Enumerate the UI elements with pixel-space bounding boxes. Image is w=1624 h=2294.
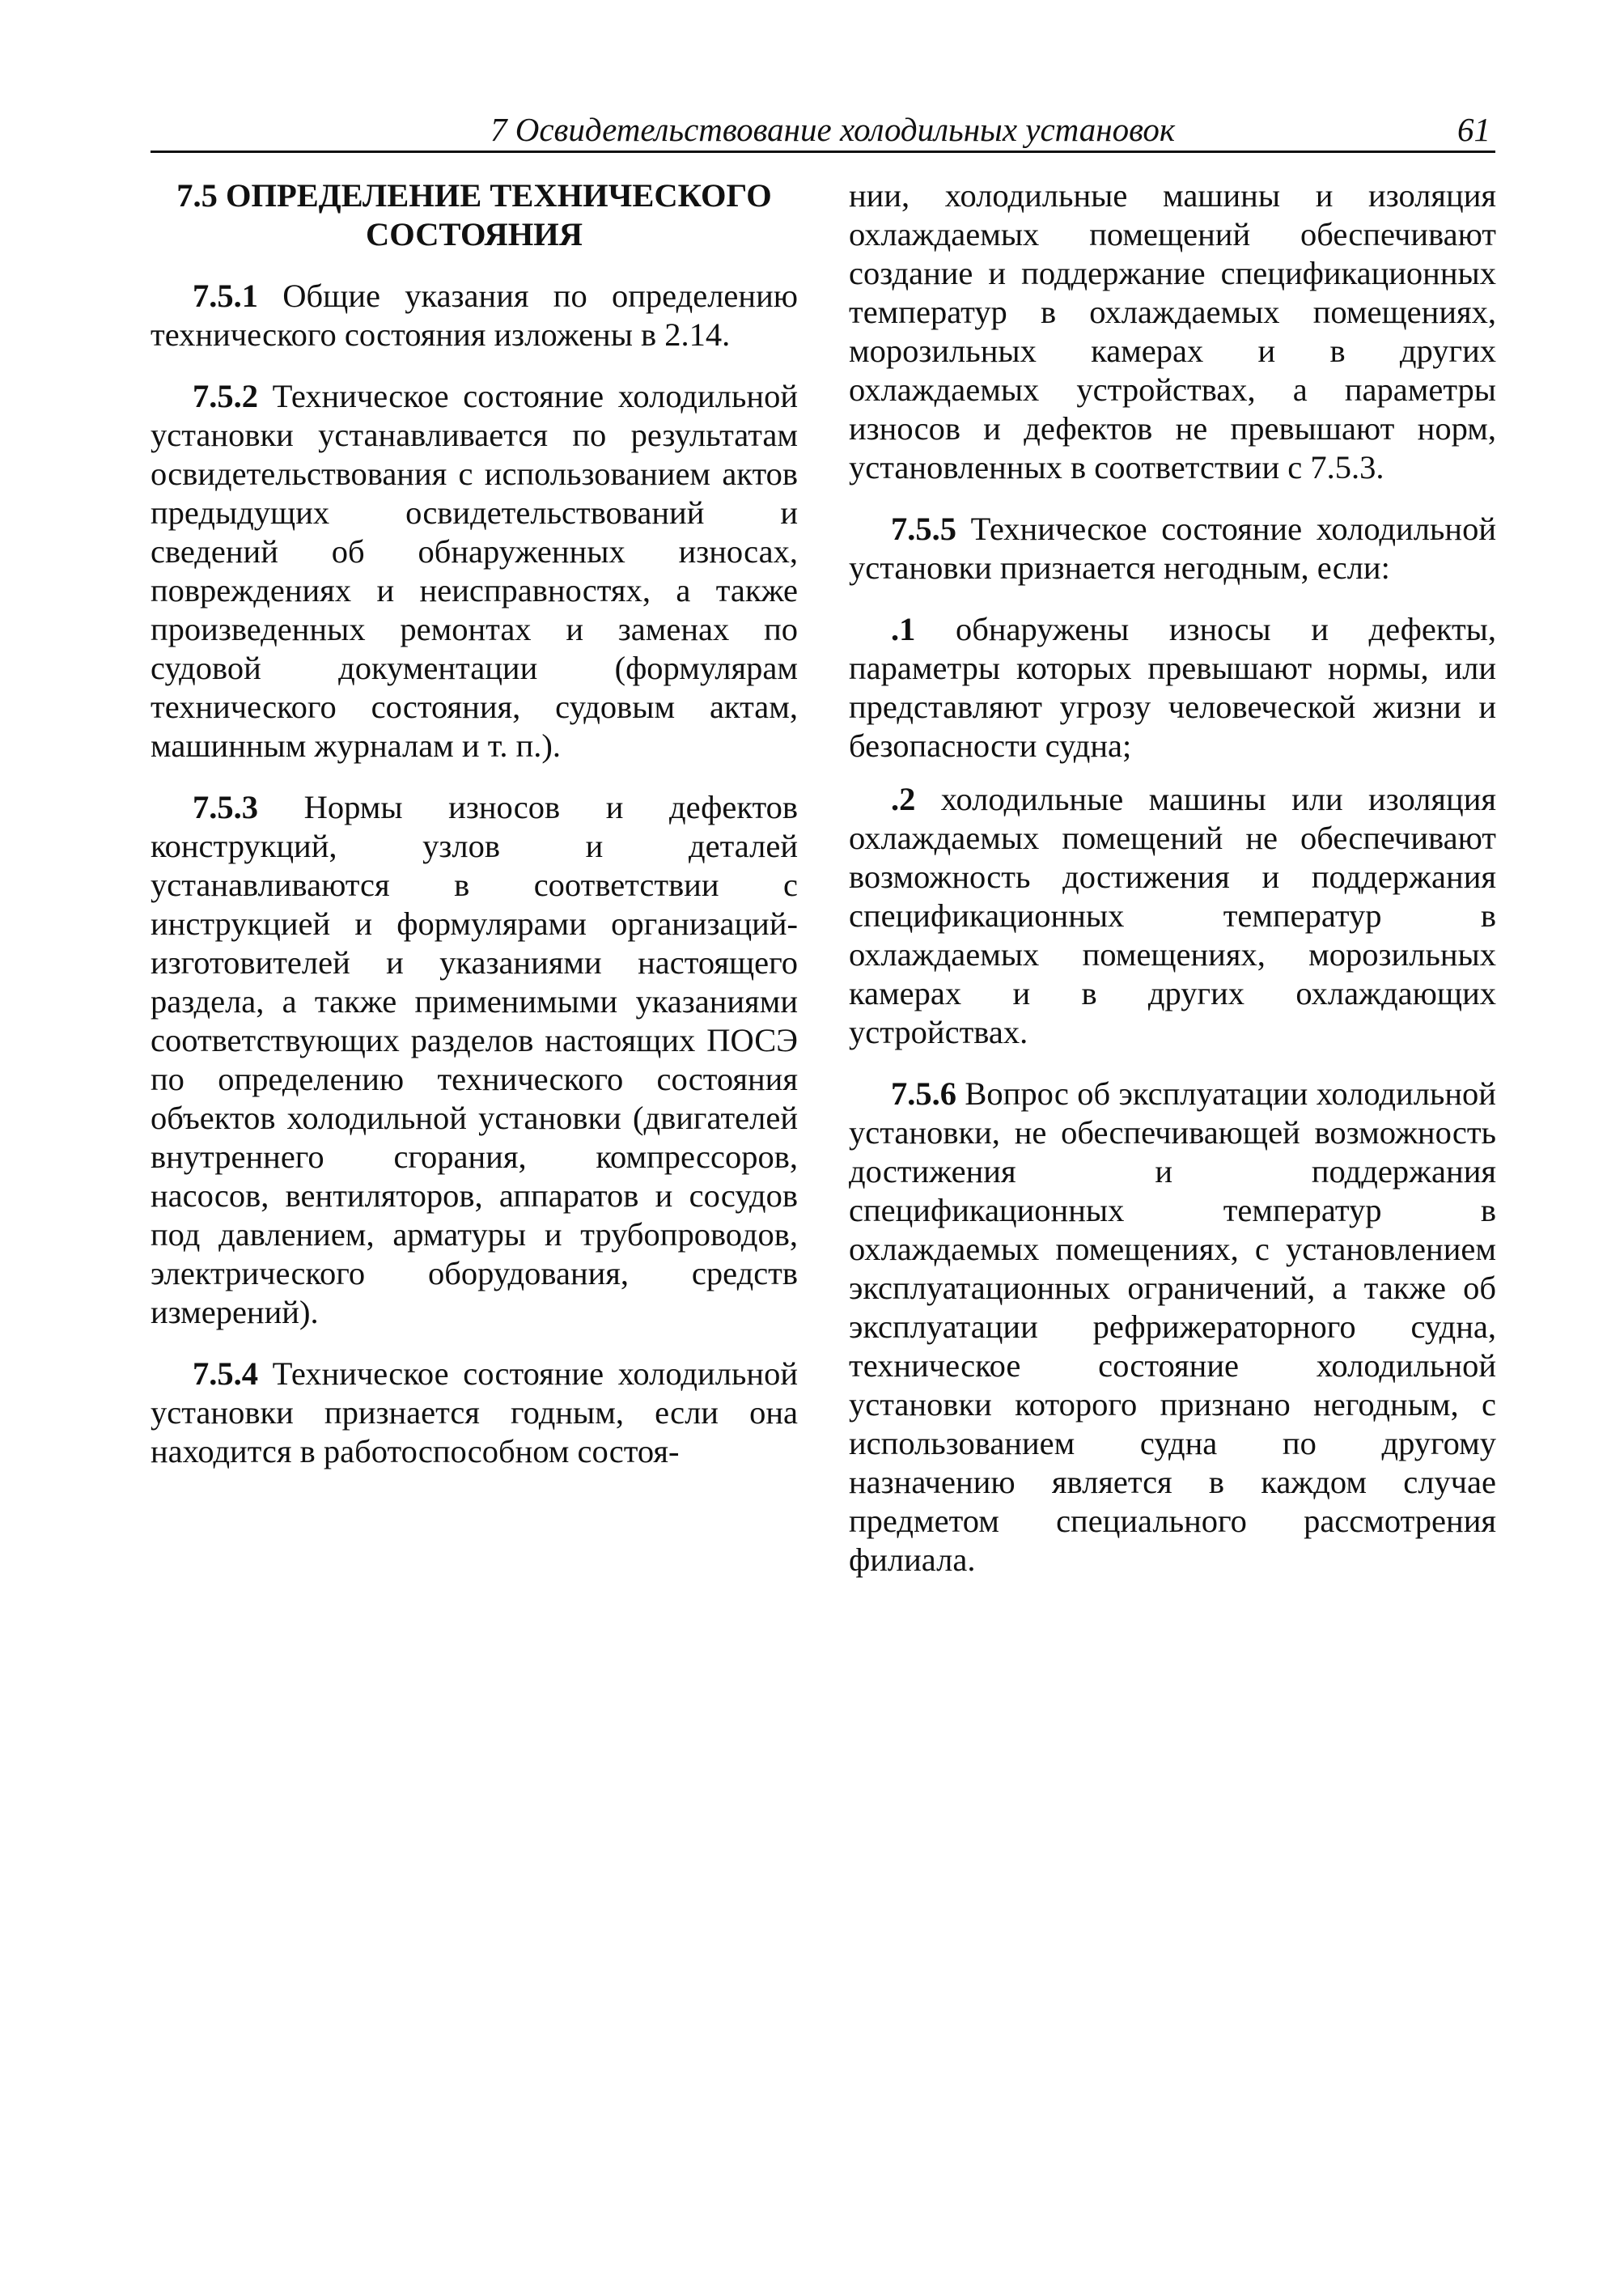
list-item-number: .1 [891, 611, 916, 647]
paragraph-7-5-4 [151, 1355, 798, 1471]
section-heading: 7.5 ОПРЕДЕЛЕНИЕ ТЕХНИЧЕСКОГО СОСТОЯНИЯ [176, 177, 772, 252]
paragraph-text: Вопрос об эксплуатации холодильной установки, не обеспечивающей возможность достижения и поддержания спецификационных температур в охлаждаемых помещениях, с установлением эксплуатационных ограничений, а также об эксплуатации рефрижераторного судна, техническое состояние холодильной установки которого признано негодным, с использованием судна по другому назначению является в каждом случае предметом специального рассмотрения филиала. [849, 1075, 1496, 1578]
running-header [151, 108, 1495, 153]
right-column [849, 176, 1496, 1602]
paragraph-7-5-1 [151, 277, 798, 354]
list-item-1 [849, 610, 1496, 765]
list-item-text: холодильные машины или изоляция охлаждаемых помещений не обеспечивают возможность достижения и поддержания спецификационных температур в охлаждаемых помещениях, морозильных камерах и в других охлаждающих устройствах. [849, 781, 1496, 1050]
left-column [151, 176, 798, 1494]
page-number: 61 [1457, 111, 1490, 148]
paragraph-7-5-3 [151, 788, 798, 1332]
paragraph-text: Техническое состояние холодильной установки устанавливается по результатам освидетельствования с использованием актов предыдущих освидетельствований и сведений об обнаруженных износах, повреждениях и неисправностях, а также произведенных ремонтах и заменах по судовой документации (формулярам технического состояния, судовым актам, машинным журналам и т. п.). [151, 378, 798, 764]
list-item-text: обнаружены износы и дефекты, параметры которых превышают нормы, или представляют угрозу человеческой жизни и безопасности судна; [849, 611, 1496, 764]
paragraph-number: 7.5.4 [193, 1355, 258, 1392]
paragraph-text: Нормы износов и дефектов конструкций, узлов и деталей устанавливаются в соответствии с инструкцией и формулярами организаций-изготовителей и указаниями настоящего раздела, а также применимыми указаниями соответствующих разделов настоящих ПОСЭ по определению технического состояния объектов холодильной установки (двигателей внутреннего сгорания, компрессоров, насосов, вентиляторов, аппаратов и сосудов под давлением, арматуры и трубопроводов, электрического оборудования, средств измерений). [151, 789, 798, 1330]
paragraph-7-5-6 [849, 1075, 1496, 1580]
paragraph-7-5-2 [151, 377, 798, 765]
paragraph-number: 7.5.2 [193, 378, 258, 414]
paragraph-number: 7.5.3 [193, 789, 258, 825]
paragraph-text: Техническое состояние холодильной установки признается годным, если она находится в работоспособном состоя- [151, 1355, 798, 1469]
list-item-2 [849, 780, 1496, 1052]
list-item-number: .2 [891, 781, 916, 817]
paragraph-number: 7.5.5 [891, 511, 956, 547]
paragraph-number: 7.5.6 [891, 1075, 956, 1112]
paragraph-7-5-5 [849, 510, 1496, 587]
paragraph-text: Техническое состояние холодильной установки признается негодным, если: [849, 511, 1496, 586]
paragraph-7-5-4-continued: нии, холодильные машины и изоляция охлаждаемых помещений обеспечивают создание и поддержание спецификационных температур в охлаждаемых помещениях, морозильных камерах и в других охлаждаемых устройствах, а параметры износов и дефектов не превышают норм, установленных в соответствии с 7.5.3. [849, 177, 1496, 486]
paragraph-number: 7.5.1 [193, 278, 258, 314]
running-title: 7 Освидетельствование холодильных установок [490, 111, 1176, 148]
paragraph-text: Общие указания по определению технического состояния изложены в 2.14. [151, 278, 798, 353]
